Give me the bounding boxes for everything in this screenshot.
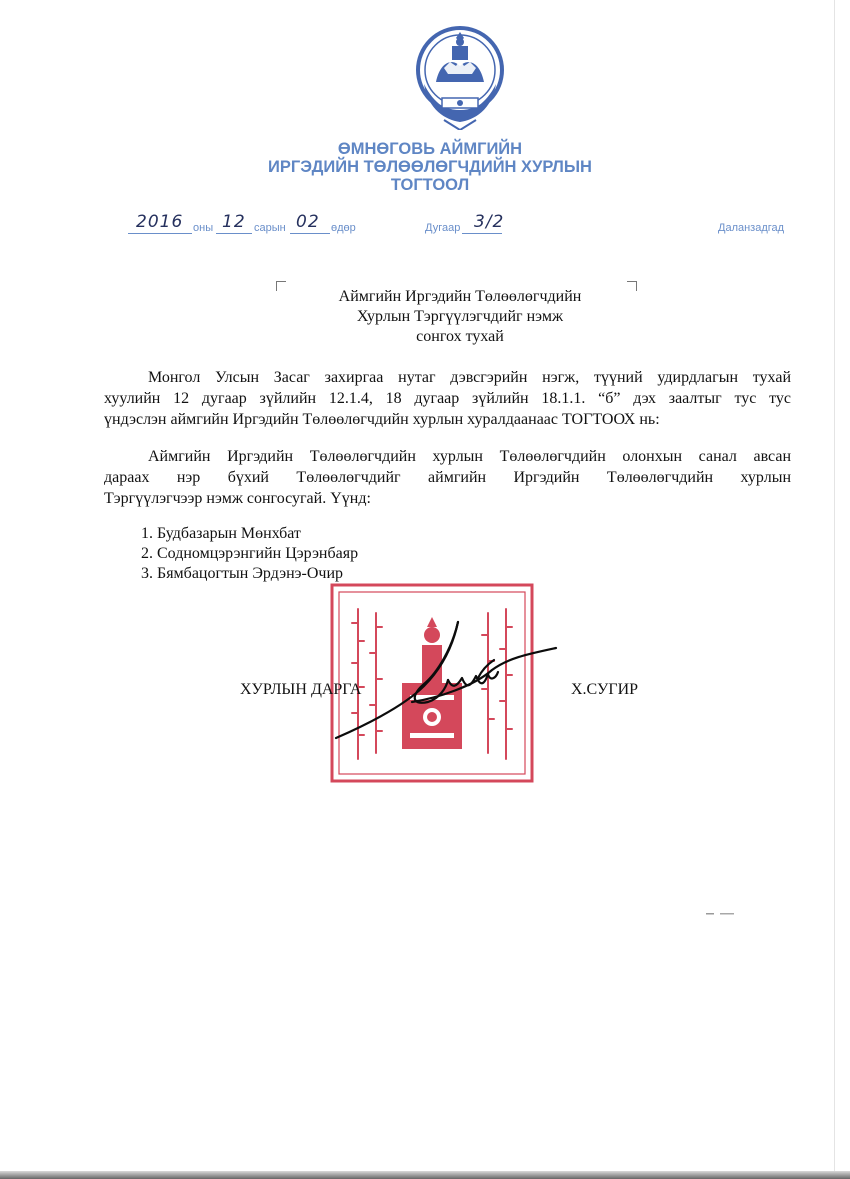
header-line-1: ӨМНӨГОВЬ АЙМГИЙН — [337, 140, 523, 158]
day-value: 02 — [296, 212, 320, 232]
month-underline — [216, 233, 252, 234]
list-item: 3. Бямбацогтын Эрдэнэ-Очир — [141, 565, 344, 582]
day-label: өдөр — [331, 222, 356, 234]
state-emblem-icon — [414, 24, 506, 130]
paragraph-line: дараах нэр бүхий Төлөөлөгчдийг аймгийн Иргэдийн Төлөөлөгчдийн хурлын — [104, 469, 791, 486]
paragraph-resolution — [104, 446, 791, 509]
year-label: оны — [193, 222, 214, 234]
paragraph-line: Монгол Улсын Засаг захиргаа нутаг дэвсгэрийн нэгж, түүний удирдлагын тухай — [148, 369, 791, 386]
scan-edge-bottom — [0, 1171, 850, 1179]
signature-icon — [328, 614, 560, 744]
list-item: 1. Будбазарын Мөнхбат — [141, 525, 301, 542]
day-underline — [290, 233, 330, 234]
signatory-name: Х.СУГИР — [571, 681, 639, 698]
number-value: 3/2 — [474, 212, 505, 232]
scan-edge — [834, 0, 835, 1179]
month-label: сарын — [254, 222, 286, 234]
signatory-title: ХУРЛЫН ДАРГА — [240, 681, 362, 698]
document-header — [230, 140, 630, 194]
paragraph-line: Аймгийн Иргэдийн Төлөөлөгчдийн хурлын Төлөөлөгчдийн олонхын санал авсан — [148, 448, 791, 465]
scan-speck — [706, 912, 736, 915]
year-value: 2016 — [136, 212, 184, 232]
paragraph-line: хуулийн 12 дугаар зүйлийн 12.1.4, 18 дугаар зүйлийн 18.1.1. “б” дэх заалтыг тус тус — [104, 390, 791, 407]
number-label: Дугаар — [425, 222, 461, 234]
members-list — [141, 524, 358, 584]
header-line-3: ТОГТООЛ — [390, 176, 470, 194]
paragraph-preamble — [104, 367, 791, 430]
place-label: Даланзадгад — [718, 222, 785, 234]
date-number-line — [0, 212, 850, 236]
subject-line-2: Хурлын Тэргүүлэгчдийг нэмж — [356, 308, 564, 325]
list-item: 2. Содномцэрэнгийн Цэрэнбаяр — [141, 545, 359, 562]
month-value: 12 — [222, 212, 246, 232]
header-line-2: ИРГЭДИЙН ТӨЛӨӨЛӨГЧДИЙН ХУРЛЫН — [268, 158, 592, 176]
year-underline — [128, 233, 192, 234]
paragraph-line: Тэргүүлэгчээр нэмж сонгосугай. Үүнд: — [104, 490, 371, 507]
paragraph-line: үндэслэн аймгийн Иргэдийн Төлөөлөгчдийн хурлын хуралдаанаас ТОГТООХ нь: — [104, 411, 660, 428]
subject-line-3: сонгох тухай — [416, 328, 504, 345]
subject-line-1: Аймгийн Иргэдийн Төлөөлөгчдийн — [338, 288, 582, 305]
number-underline — [462, 233, 502, 234]
subject-title — [260, 287, 660, 347]
